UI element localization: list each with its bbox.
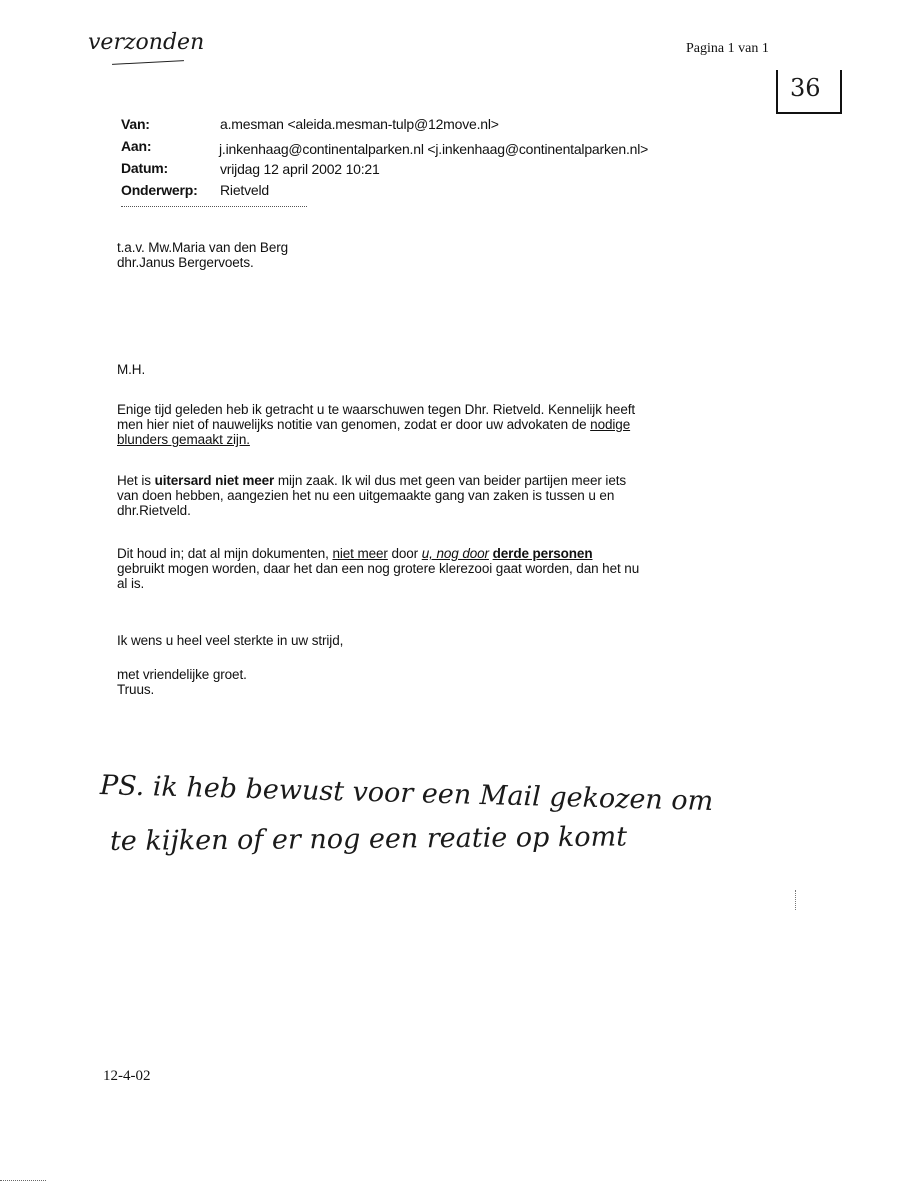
p3-line-1: Dit houd in; dat al mijn dokumenten, niet meer door u, nog door derde personen [117, 546, 593, 561]
paragraph-2 [117, 473, 797, 518]
scan-artifact-right [795, 890, 796, 910]
p2-line-1: Het is uitersard niet meer mijn zaak. Ik wil dus met geen van beider partijen meer iets [117, 473, 627, 488]
from-value: a.mesman <aleida.mesman-tulp@12move.nl> [220, 116, 499, 132]
subject-label: Onderwerp: [121, 182, 198, 198]
attention-block [117, 240, 288, 270]
p1-line-2: men hier niet of nauwelijks notitie van genomen, zodat er door uw advokaten de nodige [117, 417, 631, 432]
handwritten-ps-line-1: PS. ik heb bewust voor een Mail gekozen om [99, 770, 714, 818]
p2-line-2: van doen hebben, aangezien het nu een uitgemaakte gang van zaken is tussen u en [117, 488, 615, 503]
p3-line-3: al is. [117, 576, 145, 591]
from-label: Van: [121, 116, 150, 132]
wish-line: Ik wens u heel veel sterkte in uw strijd, [117, 633, 344, 648]
p1-line-3: blunders gemaakt zijn. [117, 432, 250, 447]
page-number: Pagina 1 van 1 [686, 41, 769, 56]
footer-date: 12-4-02 [103, 1068, 151, 1084]
p2-line-3: dhr.Rietveld. [117, 503, 191, 518]
stamp-number: 36 [790, 74, 821, 102]
closing-block [117, 667, 247, 697]
subject-value: Rietveld [220, 182, 269, 198]
paragraph-1 [117, 402, 797, 447]
p3-line-2: gebruikt mogen worden, daar het dan een nog grotere klerezooi gaat worden, dan het nu [117, 561, 640, 576]
header-divider [121, 206, 307, 207]
signature: Truus. [117, 682, 155, 697]
date-value: vrijdag 12 april 2002 10:21 [220, 161, 380, 177]
attention-line-2: dhr.Janus Bergervoets. [117, 255, 254, 270]
salutation: M.H. [117, 362, 146, 377]
to-label: Aan: [121, 138, 152, 154]
paragraph-3 [117, 546, 797, 591]
scan-artifact-bottom [0, 1180, 46, 1181]
attention-line-1: t.a.v. Mw.Maria van den Berg [117, 240, 289, 255]
p1-line-1: Enige tijd geleden heb ik getracht u te waarschuwen tegen Dhr. Rietveld. Kennelijk heeft [117, 402, 636, 417]
to-value: j.inkenhaag@continentalparken.nl <j.inkenhaag@continentalparken.nl> [219, 141, 649, 157]
handwritten-underline [112, 60, 184, 65]
date-label: Datum: [121, 160, 169, 176]
closing-line: met vriendelijke groet. [117, 667, 247, 682]
handwritten-verzonden: verzonden [88, 30, 205, 55]
handwritten-ps-line-2: te kijken of er nog een reatie op komt [109, 821, 628, 857]
